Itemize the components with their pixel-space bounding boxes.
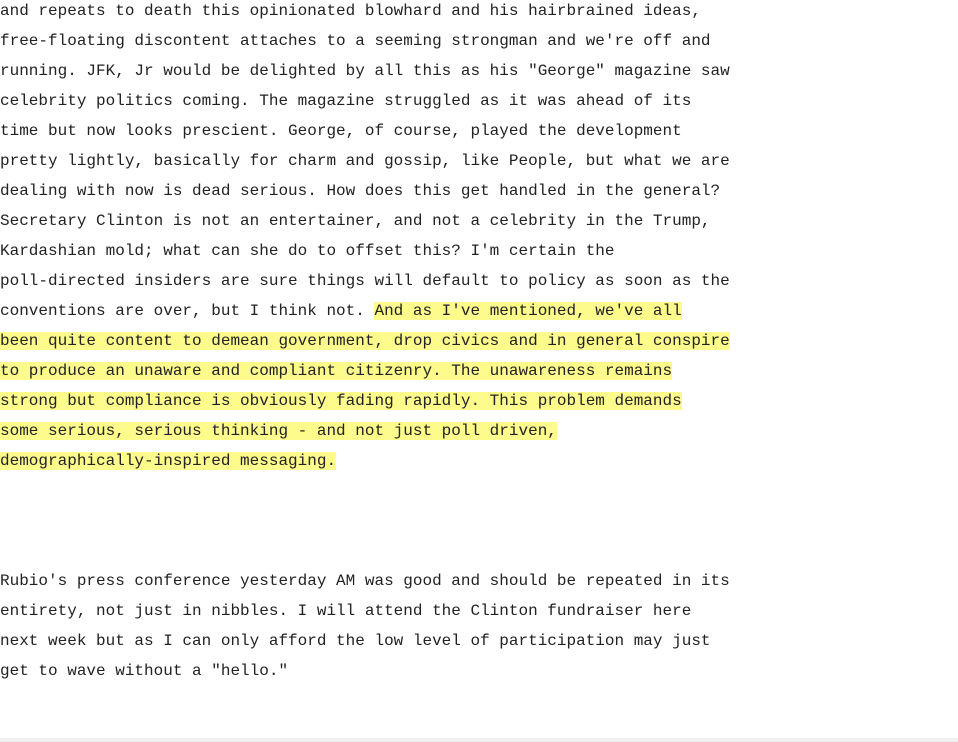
highlighted-text: demographically-inspired messaging. — [0, 452, 337, 470]
line-text: celebrity politics coming. The magazine struggled as it was ahead of its — [0, 92, 692, 110]
highlighted-text: strong but compliance is obviously fading rapidly. This problem demands — [0, 392, 682, 410]
highlighted-text: some serious, serious thinking - and not just poll driven, — [0, 422, 557, 440]
text-line — [0, 386, 682, 416]
line-text: Kardashian mold; what can she do to offset this? I'm certain the — [0, 242, 615, 260]
line-text: and repeats to death this opinionated blowhard and his hairbrained ideas, — [0, 2, 701, 20]
text-line — [0, 0, 701, 26]
text-line — [0, 356, 672, 386]
line-text: pretty lightly, basically for charm and gossip, like People, but what we are — [0, 152, 730, 170]
line-text: running. JFK, Jr would be delighted by all this as his "George" magazine saw — [0, 62, 730, 80]
text-line — [0, 236, 615, 266]
text-line — [0, 206, 711, 236]
text-line — [0, 146, 730, 176]
highlighted-text: And as I've mentioned, we've all — [374, 302, 682, 320]
text-line — [0, 446, 336, 476]
text-line — [0, 176, 720, 206]
line-text: free-floating discontent attaches to a seeming strongman and we're off and — [0, 32, 711, 50]
highlighted-text: been quite content to demean government, drop civics and in general conspire — [0, 332, 730, 350]
bottom-edge — [0, 738, 958, 742]
text-line — [0, 56, 730, 86]
text-line — [0, 416, 557, 446]
text-line — [0, 26, 711, 56]
line-text: poll-directed insiders are sure things will default to policy as soon as the — [0, 272, 730, 290]
text-line — [0, 326, 730, 356]
text-line — [0, 116, 682, 146]
text-line — [0, 266, 730, 296]
text-line: get to wave without a "hello." — [0, 662, 289, 680]
text-line: entirety, not just in nibbles. I will attend the Clinton fundraiser here — [0, 602, 692, 620]
line-text: Secretary Clinton is not an entertainer, and not a celebrity in the Trump, — [0, 212, 711, 230]
text-line — [0, 86, 691, 116]
text-line: next week but as I can only afford the low level of participation may just — [0, 632, 711, 650]
text-line — [0, 296, 682, 326]
highlighted-text: to produce an unaware and compliant citizenry. The unawareness remains — [0, 362, 673, 380]
line-text: dealing with now is dead serious. How does this get handled in the general? — [0, 182, 721, 200]
line-text: time but now looks prescient. George, of course, played the development — [0, 122, 682, 140]
text-line: Rubio's press conference yesterday AM was good and should be repeated in its — [0, 572, 730, 590]
line-text: conventions are over, but I think not. — [0, 302, 375, 320]
